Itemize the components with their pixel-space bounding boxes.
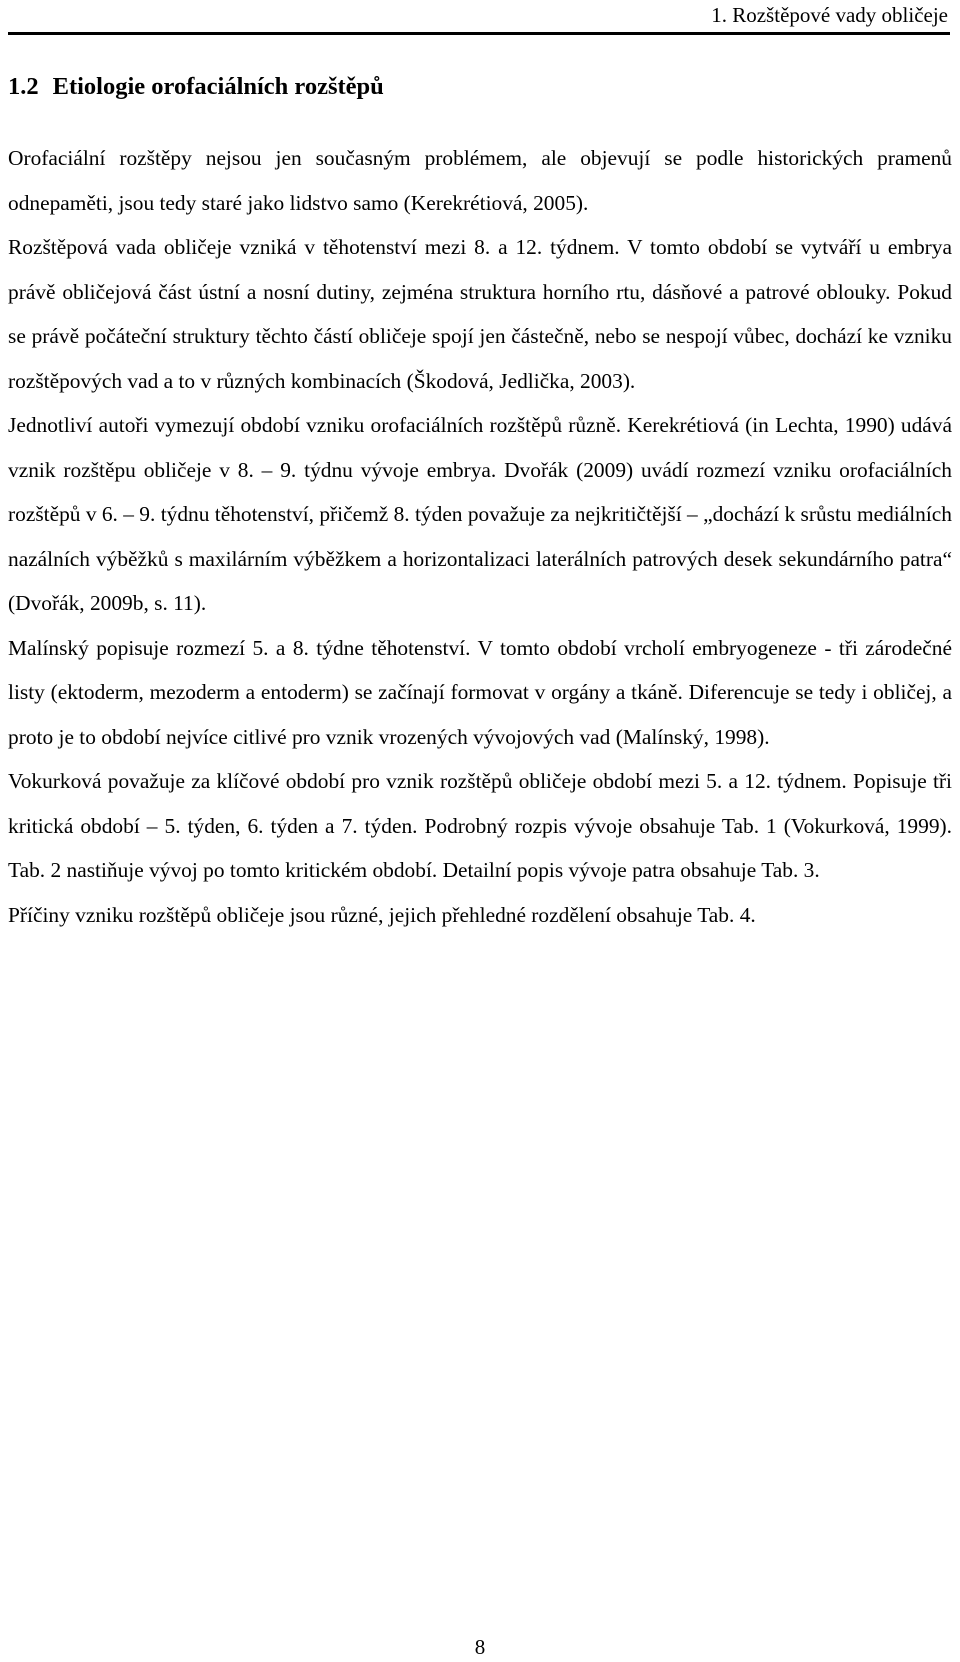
paragraph-history: Orofaciální rozštěpy nejsou jen současným problémem, ale objevují se podle historických pramenů odnepaměti, jsou tedy staré jako lidstvo samo (Kerekrétiová, 2005).	[8, 146, 952, 215]
page-number: 8	[474, 1635, 486, 1659]
running-header-title: 1. Rozštěpové vady obličeje	[711, 3, 948, 27]
paragraph-authors-periods: Jednotliví autoři vymezují období vzniku orofaciálních rozštěpů různě. Kerekrétiová (in Lechta, 1990) udává vznik rozštěpu obličeje v 8. – 9. týdnu vývoje embrya. Dvořák (2009) uvádí rozmezí vzniku orofaciálních rozštěpů v 6. – 9. týdnu těhotenství, přičemž 8. týden považuje za nejkritičtější – „dochází k srůstu mediálních nazálních výběžků s maxilárním výběžkem a horizontalizaci laterálních patrových desek sekundárního patra“ (Dvořák, 2009b, s. 11).	[8, 413, 952, 615]
paragraph-causes: Příčiny vzniku rozštěpů obličeje jsou různé, jejich přehledné rozdělení obsahuje Tab. 4.	[8, 902, 756, 927]
section-heading	[8, 70, 384, 104]
paragraph-malinsky: Malínský popisuje rozmezí 5. a 8. týdne těhotenství. V tomto období vrcholí embryogeneze - tři zárodečné listy (ektoderm, mezoderm a entoderm) se začínají formovat v orgány a tkáně. Diferencuje se tedy i obličej, a proto je to období nejvíce citlivé pro vznik vrozených vývojových vad (Malínský, 1998).	[8, 635, 952, 749]
paragraph-vokurkova: Vokurková považuje za klíčové období pro vznik rozštěpů obličeje období mezi 5. a 12. týdnem. Popisuje tři kritická období – 5. týden, 6. týden a 7. týden. Podrobný rozpis vývoje obsahuje Tab. 1 (Vokurková, 1999). Tab. 2 nastiňuje vývoj po tomto kritickém období. Detailní popis vývoje patra obsahuje Tab. 3.	[8, 769, 952, 882]
paragraph-development-period: Rozštěpová vada obličeje vzniká v těhotenství mezi 8. a 12. týdnem. V tomto období se vytváří u embrya právě obličejová část ústní a nosní dutiny, zejména struktura horního rtu, dásňové a patrové oblouky. Pokud se právě počáteční struktury těchto částí obličeje spojí jen částečně, nebo se nespojí vůbec, dochází ke vzniku rozštěpových vad a to v různých kombinacích (Škodová, Jedlička, 2003).	[8, 235, 952, 393]
section-title: Etiologie orofaciálních rozštěpů	[52, 73, 384, 100]
running-header	[8, 0, 950, 35]
body-text	[8, 136, 952, 937]
section-number: 1.2	[8, 73, 39, 100]
